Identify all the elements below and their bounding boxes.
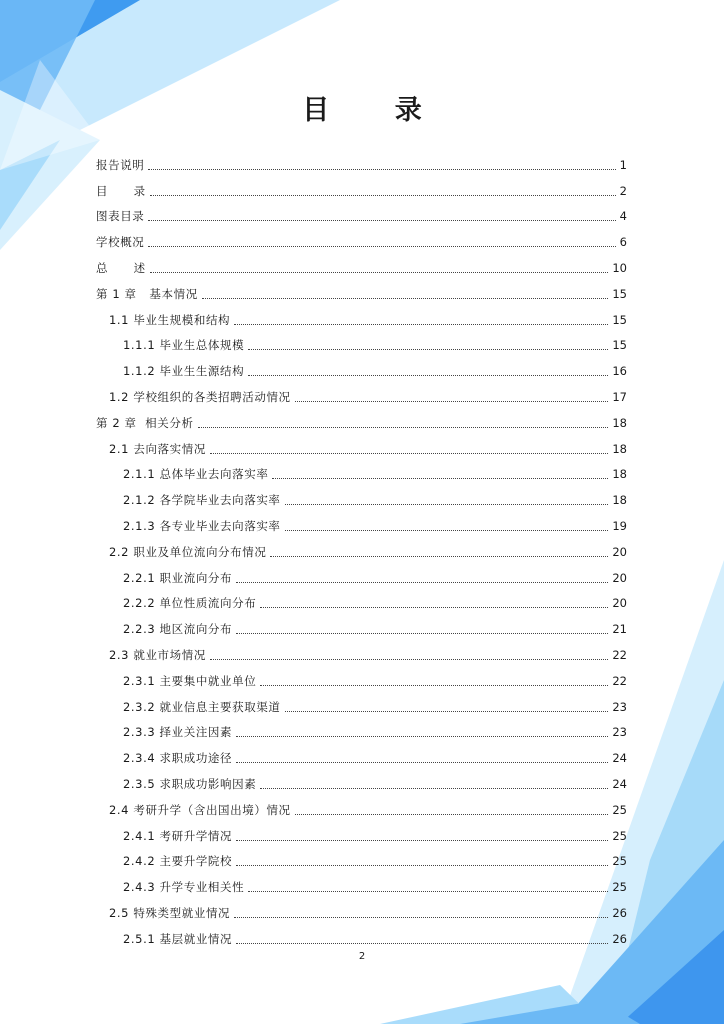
toc-entry-page: 25 [612, 828, 627, 843]
toc-entry-page: 24 [612, 777, 627, 792]
toc-entry[interactable] [96, 539, 627, 565]
toc-entry[interactable] [96, 487, 627, 513]
toc-entry-title: 2.3.1 主要集中就业单位 [123, 673, 257, 688]
toc-dot-leader [148, 219, 615, 221]
toc-entry[interactable] [96, 358, 627, 384]
toc-entry-page: 25 [612, 854, 627, 869]
toc-entry[interactable] [96, 307, 627, 333]
toc-entry[interactable] [96, 926, 627, 952]
toc-entry-page: 19 [612, 519, 627, 534]
toc-entry-page: 15 [612, 338, 627, 353]
toc-entry[interactable] [96, 823, 627, 849]
toc-entry[interactable] [96, 694, 627, 720]
toc-entry-page: 15 [612, 312, 627, 327]
toc-dot-leader [234, 323, 608, 325]
toc-entry[interactable] [96, 668, 627, 694]
toc-dot-leader [285, 503, 609, 505]
toc-entry[interactable] [96, 436, 627, 462]
toc-entry-title: 第 1 章 基本情况 [96, 286, 198, 301]
toc-dot-leader [295, 400, 609, 402]
toc-entry[interactable] [96, 152, 627, 178]
toc-dot-leader [270, 555, 608, 557]
toc-entry-page: 6 [619, 235, 627, 250]
toc-entry-page: 20 [612, 570, 627, 585]
toc-entry-title: 2.4.1 考研升学情况 [123, 828, 233, 843]
toc-entry-title: 目 录 [96, 183, 146, 198]
toc-dot-leader [236, 632, 608, 634]
toc-dot-leader [248, 374, 608, 376]
toc-entry-title: 2.4.3 升学专业相关性 [123, 880, 245, 895]
toc-entry-title: 2.4 考研升学（含出国出境）情况 [109, 802, 291, 817]
toc-dot-leader [236, 942, 608, 944]
toc-entry[interactable] [96, 565, 627, 591]
toc-entry-page: 22 [612, 673, 627, 688]
toc-dot-leader [248, 348, 608, 350]
toc-entry-title: 图表目录 [96, 209, 145, 224]
toc-entry-page: 16 [612, 364, 627, 379]
toc-entry-title: 第 2 章 相关分析 [96, 415, 194, 430]
toc-entry[interactable] [96, 720, 627, 746]
toc-entry-page: 15 [612, 286, 627, 301]
toc-dot-leader [285, 710, 609, 712]
toc-entry-page: 1 [619, 157, 627, 172]
toc-dot-leader [234, 916, 608, 918]
toc-entry-page: 18 [612, 441, 627, 456]
toc-dot-leader [148, 168, 615, 170]
toc-entry[interactable] [96, 384, 627, 410]
toc-entry-page: 22 [612, 648, 627, 663]
toc-entry-page: 23 [612, 699, 627, 714]
toc-entry-page: 2 [619, 183, 627, 198]
toc-entry-page: 18 [612, 415, 627, 430]
toc-dot-leader [236, 864, 608, 866]
toc-entry[interactable] [96, 642, 627, 668]
toc-dot-leader [150, 194, 616, 196]
toc-entry-page: 26 [612, 931, 627, 946]
toc-entry-title: 1.1 毕业生规模和结构 [109, 312, 231, 327]
toc-dot-leader [236, 839, 608, 841]
toc-dot-leader [210, 658, 608, 660]
toc-entry[interactable] [96, 204, 627, 230]
toc-entry[interactable] [96, 616, 627, 642]
toc-entry-title: 学校概况 [96, 235, 145, 250]
toc-entry-title: 报告说明 [96, 157, 145, 172]
toc-entry-title: 2.5.1 基层就业情况 [123, 931, 233, 946]
toc-dot-leader [210, 452, 608, 454]
toc-entry-page: 25 [612, 880, 627, 895]
toc-dot-leader [148, 245, 615, 247]
toc-entry-title: 总 述 [96, 261, 146, 276]
toc-entry[interactable] [96, 229, 627, 255]
toc-dot-leader [202, 297, 609, 299]
toc-entry[interactable] [96, 771, 627, 797]
toc-dot-leader [295, 813, 609, 815]
toc-entry-title: 2.3.2 就业信息主要获取渠道 [123, 699, 281, 714]
toc-entry-title: 2.2.1 职业流向分布 [123, 570, 233, 585]
toc-entry-title: 2.1.2 各学院毕业去向落实率 [123, 493, 281, 508]
toc-entry-title: 2.2.3 地区流向分布 [123, 622, 233, 637]
toc-entry-title: 1.2 学校组织的各类招聘活动情况 [109, 390, 291, 405]
toc-dot-leader [236, 735, 608, 737]
toc-entry-page: 20 [612, 596, 627, 611]
toc-entry-page: 20 [612, 544, 627, 559]
toc-entry-title: 2.3.4 求职成功途径 [123, 751, 233, 766]
toc-entry-page: 18 [612, 493, 627, 508]
toc-entry[interactable] [96, 462, 627, 488]
toc-entry-page: 10 [612, 261, 627, 276]
toc-dot-leader [260, 787, 608, 789]
toc-entry[interactable] [96, 178, 627, 204]
toc-entry-title: 2.1.3 各专业毕业去向落实率 [123, 519, 281, 534]
toc-entry-title: 2.3 就业市场情况 [109, 648, 206, 663]
toc-entry-page: 24 [612, 751, 627, 766]
toc-entry[interactable] [96, 255, 627, 281]
toc-entry[interactable] [96, 874, 627, 900]
toc-entry-page: 21 [612, 622, 627, 637]
toc-entry[interactable] [96, 591, 627, 617]
toc-entry-page: 18 [612, 467, 627, 482]
toc-dot-leader [236, 581, 608, 583]
toc-entry[interactable] [96, 745, 627, 771]
toc-dot-leader [272, 477, 608, 479]
toc-entry[interactable] [96, 410, 627, 436]
toc-entry[interactable] [96, 900, 627, 926]
toc-dot-leader [236, 761, 608, 763]
toc-entry[interactable] [96, 513, 627, 539]
toc-entry-title: 2.1 去向落实情况 [109, 441, 206, 456]
toc-entry-title: 2.3.3 择业关注因素 [123, 725, 233, 740]
toc-entry-page: 4 [619, 209, 627, 224]
toc-entry-page: 25 [612, 802, 627, 817]
page-number: 2 [358, 951, 366, 962]
toc-entry-title: 2.2 职业及单位流向分布情况 [109, 544, 267, 559]
toc-entry[interactable] [96, 333, 627, 359]
toc-entry[interactable] [96, 797, 627, 823]
page-title: 目 录 [302, 95, 450, 126]
toc-entry-title: 1.1.2 毕业生生源结构 [123, 364, 245, 379]
toc-dot-leader [285, 529, 609, 531]
toc-dot-leader [248, 890, 608, 892]
toc-entry-title: 2.5 特殊类型就业情况 [109, 906, 231, 920]
toc-entry-title: 2.1.1 总体毕业去向落实率 [123, 467, 269, 482]
toc-entry[interactable] [96, 849, 627, 875]
toc-dot-leader [150, 271, 609, 273]
toc-dot-leader [260, 684, 608, 686]
toc-entry-page: 17 [612, 390, 627, 405]
toc-dot-leader [198, 426, 609, 428]
toc-entry-title: 2.2.2 单位性质流向分布 [123, 596, 257, 611]
toc-dot-leader [260, 606, 608, 608]
toc-entry-title: 2.4.2 主要升学院校 [123, 854, 233, 869]
toc-entry[interactable] [96, 281, 627, 307]
toc-entry-page: 26 [612, 906, 627, 920]
toc-entry-title: 2.3.5 求职成功影响因素 [123, 777, 257, 792]
toc-entry-page: 23 [612, 725, 627, 740]
table-of-contents [96, 152, 627, 952]
toc-entry-title: 1.1.1 毕业生总体规模 [123, 338, 245, 353]
